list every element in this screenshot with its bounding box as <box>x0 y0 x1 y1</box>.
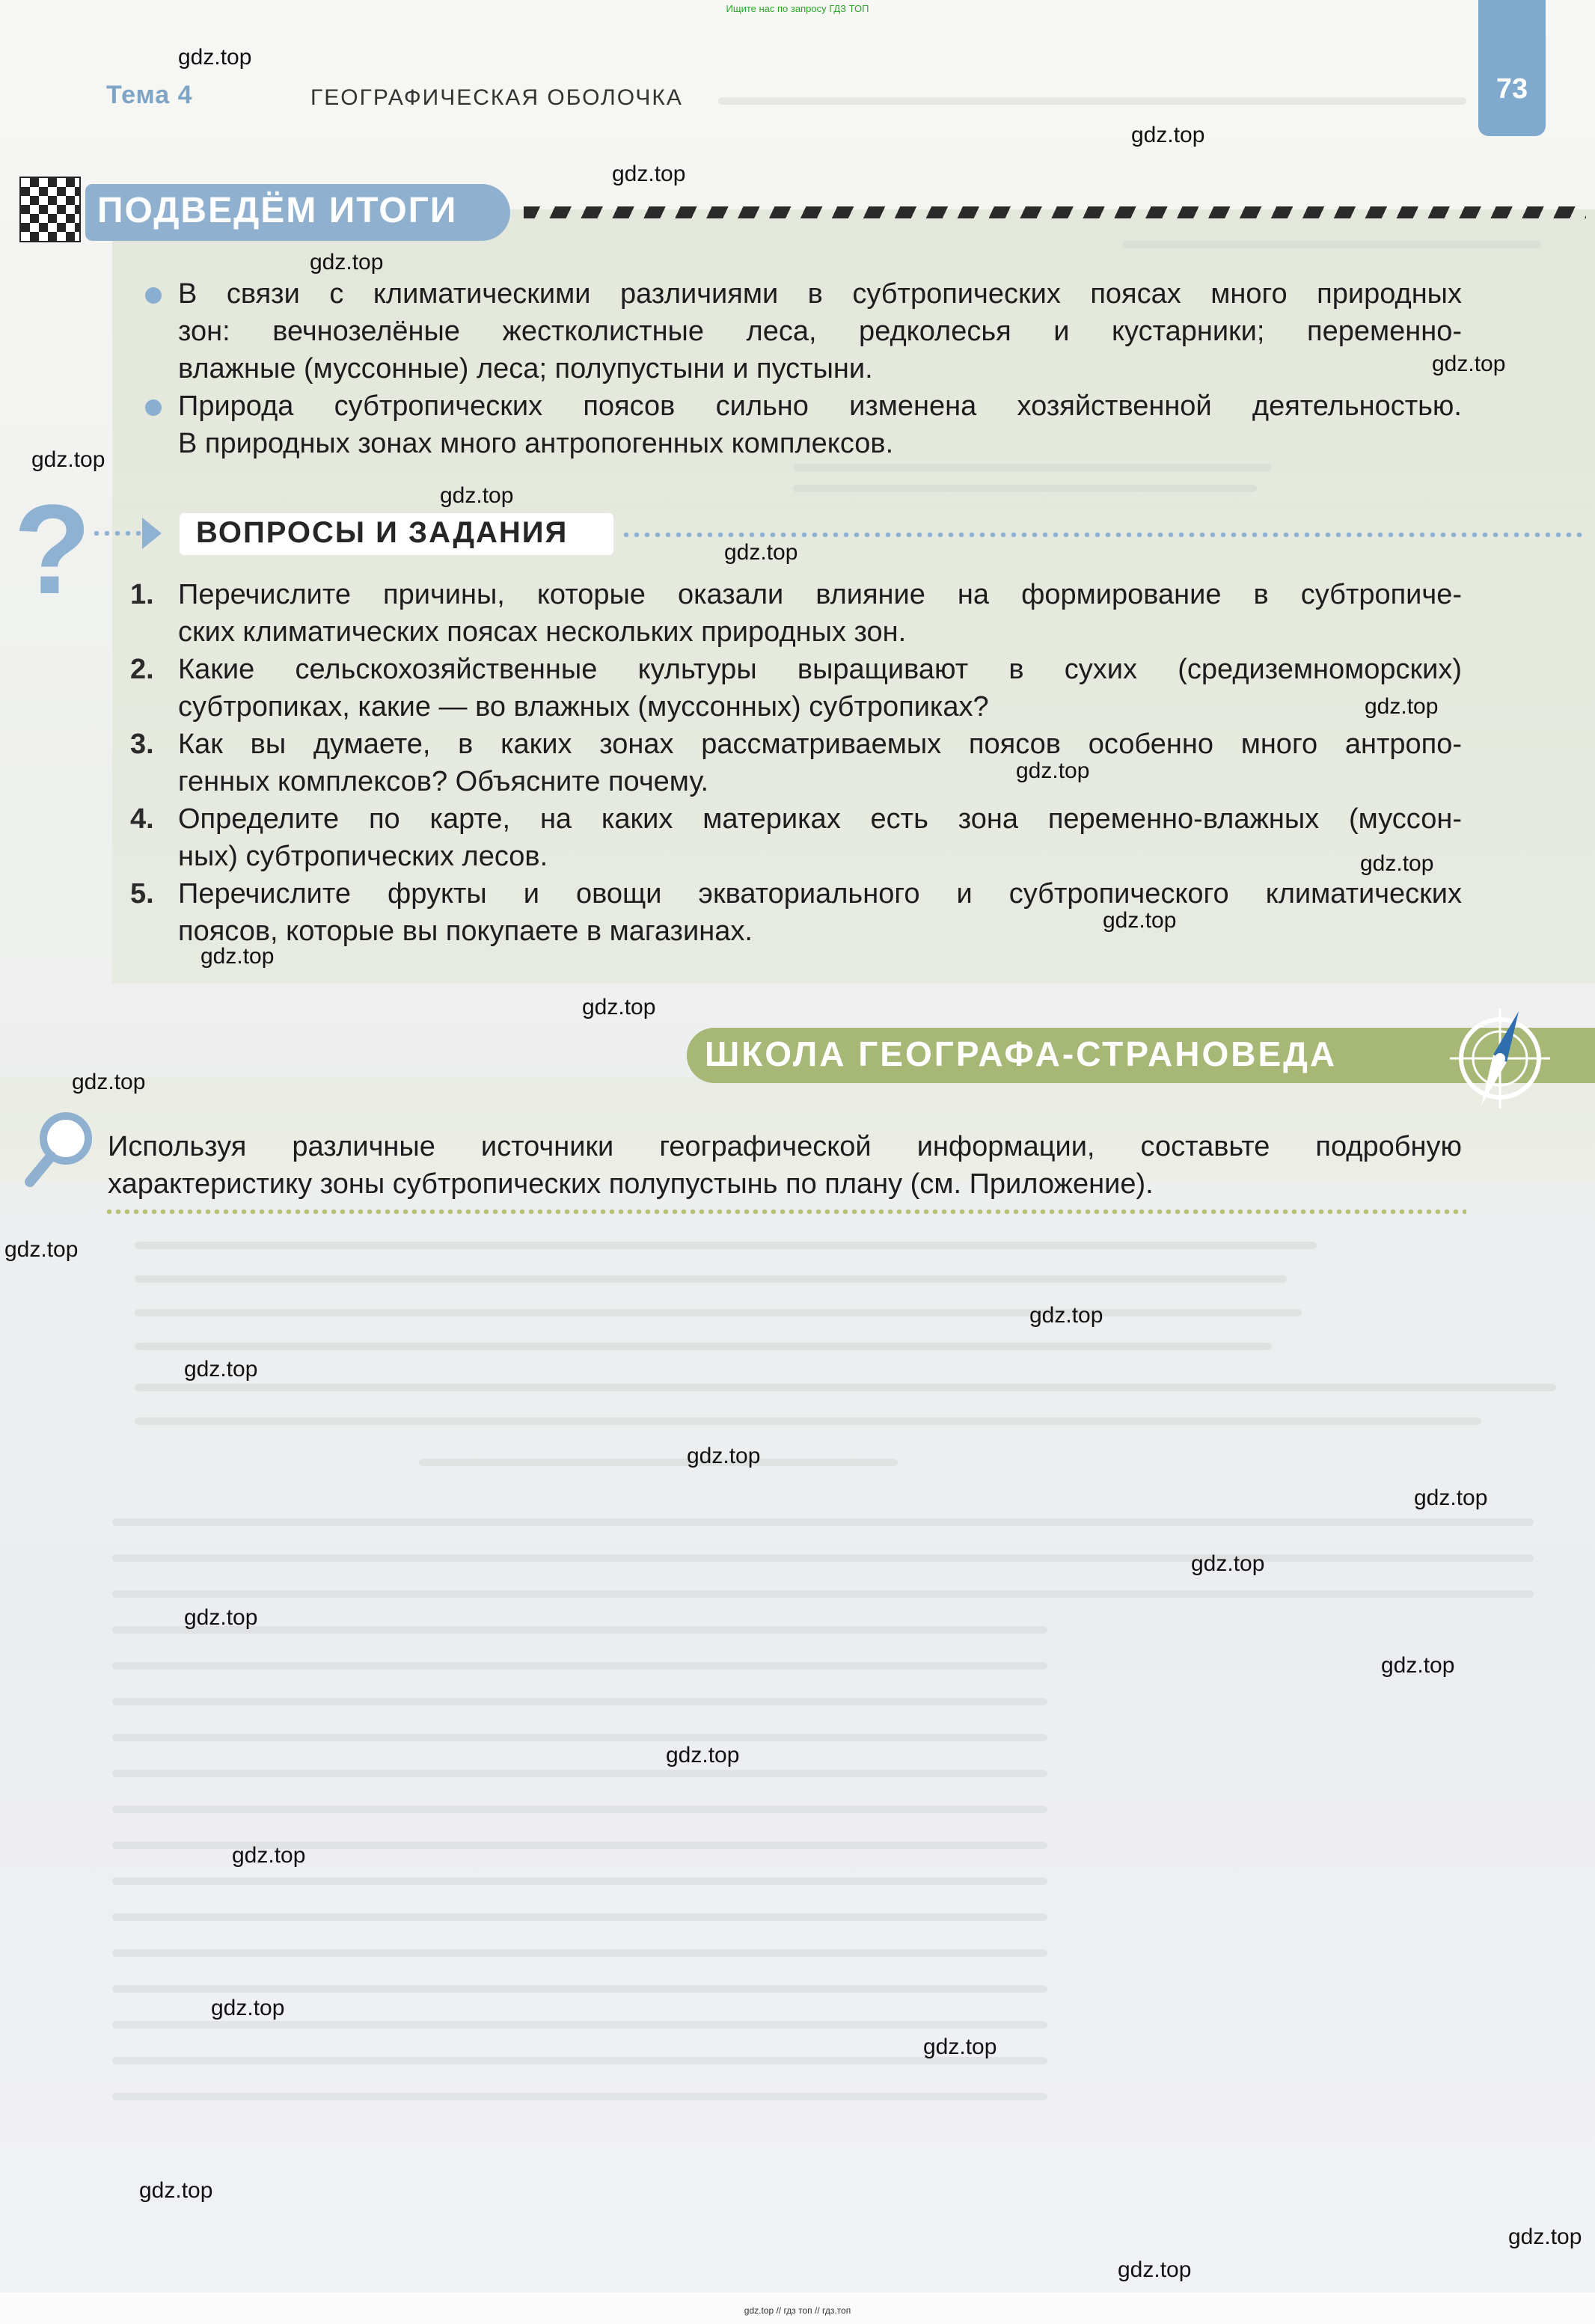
top-promo-text: Ищите нас по запросу ГДЗ ТОП <box>726 3 869 14</box>
question-line: Определите по карте, на каких материках есть зона переменно-влажных (муссон- <box>178 803 1462 835</box>
watermark: gdz.top <box>211 1996 285 2020</box>
question-number: 2. <box>130 654 154 685</box>
question-line: Как вы думаете, в каких зонах рассматриваемых поясов особенно много антропо- <box>178 729 1462 760</box>
watermark: gdz.top <box>612 162 686 186</box>
summary-line: В природных зонах много антропогенных комплексов. <box>178 428 894 459</box>
watermark: gdz.top <box>178 45 252 70</box>
watermark: gdz.top <box>1103 908 1177 933</box>
watermark: gdz.top <box>666 1743 740 1767</box>
question-line: ных) субтропических лесов. <box>178 841 548 872</box>
watermark: gdz.top <box>4 1237 79 1262</box>
summary-line: В связи с климатическими различиями в субтропических поясах много природных <box>178 278 1462 310</box>
watermark: gdz.top <box>1381 1653 1455 1678</box>
questions-title: ВОПРОСЫ И ЗАДАНИЯ <box>196 516 569 549</box>
bullet-icon <box>145 399 162 416</box>
watermark: gdz.top <box>200 944 275 969</box>
arrow-right-icon <box>142 518 162 549</box>
watermark: gdz.top <box>1414 1486 1488 1510</box>
compass-icon <box>1444 1002 1556 1115</box>
school-task-line: Используя различные источники географической информации, составьте подробную <box>108 1131 1462 1162</box>
page-number: 73 <box>1495 73 1528 105</box>
watermark: gdz.top <box>923 2035 997 2059</box>
watermark: gdz.top <box>310 250 384 275</box>
question-line: генных комплексов? Объясните почему. <box>178 766 709 797</box>
watermark: gdz.top <box>724 540 798 565</box>
dotted-divider <box>621 533 1586 537</box>
question-line: субтропиках, какие — во влажных (муссонных) субтропиках? <box>178 691 989 723</box>
checkered-flag-icon <box>19 177 81 242</box>
watermark: gdz.top <box>1360 851 1434 876</box>
dotted-divider <box>105 1209 1466 1214</box>
question-mark-icon: ? <box>13 479 91 621</box>
topic-number: Тема 4 <box>106 81 193 109</box>
school-title: ШКОЛА ГЕОГРАФА-СТРАНОВЕДА <box>705 1034 1338 1073</box>
summary-title: ПОДВЕДЁМ ИТОГИ <box>97 191 458 230</box>
watermark: gdz.top <box>232 1843 306 1868</box>
bottom-promo-text: gdz.top // гдз топ // гдз.топ <box>744 2305 851 2316</box>
question-number: 5. <box>130 878 154 910</box>
dashed-divider <box>524 206 1586 218</box>
question-number: 4. <box>130 803 154 835</box>
watermark: gdz.top <box>1191 1551 1265 1576</box>
watermark: gdz.top <box>72 1070 146 1094</box>
watermark: gdz.top <box>440 483 514 508</box>
question-line: Какие сельскохозяйственные культуры выращивают в сухих (средиземноморских) <box>178 654 1462 685</box>
watermark: gdz.top <box>31 447 105 472</box>
question-line: поясов, которые вы покупаете в магазинах. <box>178 916 753 947</box>
watermark: gdz.top <box>687 1444 761 1468</box>
question-line: ских климатических поясах нескольких природных зон. <box>178 616 907 648</box>
question-line: Перечислите причины, которые оказали влияние на формирование в субтропиче- <box>178 579 1462 610</box>
summary-line: Природа субтропических поясов сильно изменена хозяйственной деятельностью. <box>178 390 1462 422</box>
summary-line: влажные (муссонные) леса; полупустыни и пустыни. <box>178 353 873 384</box>
page-number-tab <box>1478 0 1546 136</box>
watermark: gdz.top <box>1118 2257 1192 2282</box>
bullet-icon <box>145 287 162 304</box>
school-task-line: характеристику зоны субтропических полупустынь по плану (см. Приложение). <box>108 1168 1154 1200</box>
watermark: gdz.top <box>1432 352 1506 376</box>
watermark: gdz.top <box>184 1357 258 1382</box>
watermark: gdz.top <box>1508 2225 1582 2249</box>
watermark: gdz.top <box>1365 694 1439 719</box>
question-number: 3. <box>130 729 154 760</box>
watermark: gdz.top <box>184 1605 258 1630</box>
summary-line: зон: вечнозелёные жестколистные леса, редколесья и кустарники; переменно- <box>178 316 1462 347</box>
watermark: gdz.top <box>582 995 656 1020</box>
watermark: gdz.top <box>1029 1303 1103 1328</box>
question-line: Перечислите фрукты и овощи экваториального и субтропического климатических <box>178 878 1462 910</box>
topic-title: ГЕОГРАФИЧЕСКАЯ ОБОЛОЧКА <box>310 85 683 110</box>
magnifier-icon <box>22 1109 97 1191</box>
question-number: 1. <box>130 579 154 610</box>
watermark: gdz.top <box>1016 758 1090 783</box>
watermark: gdz.top <box>1131 123 1205 147</box>
watermark: gdz.top <box>139 2178 213 2203</box>
